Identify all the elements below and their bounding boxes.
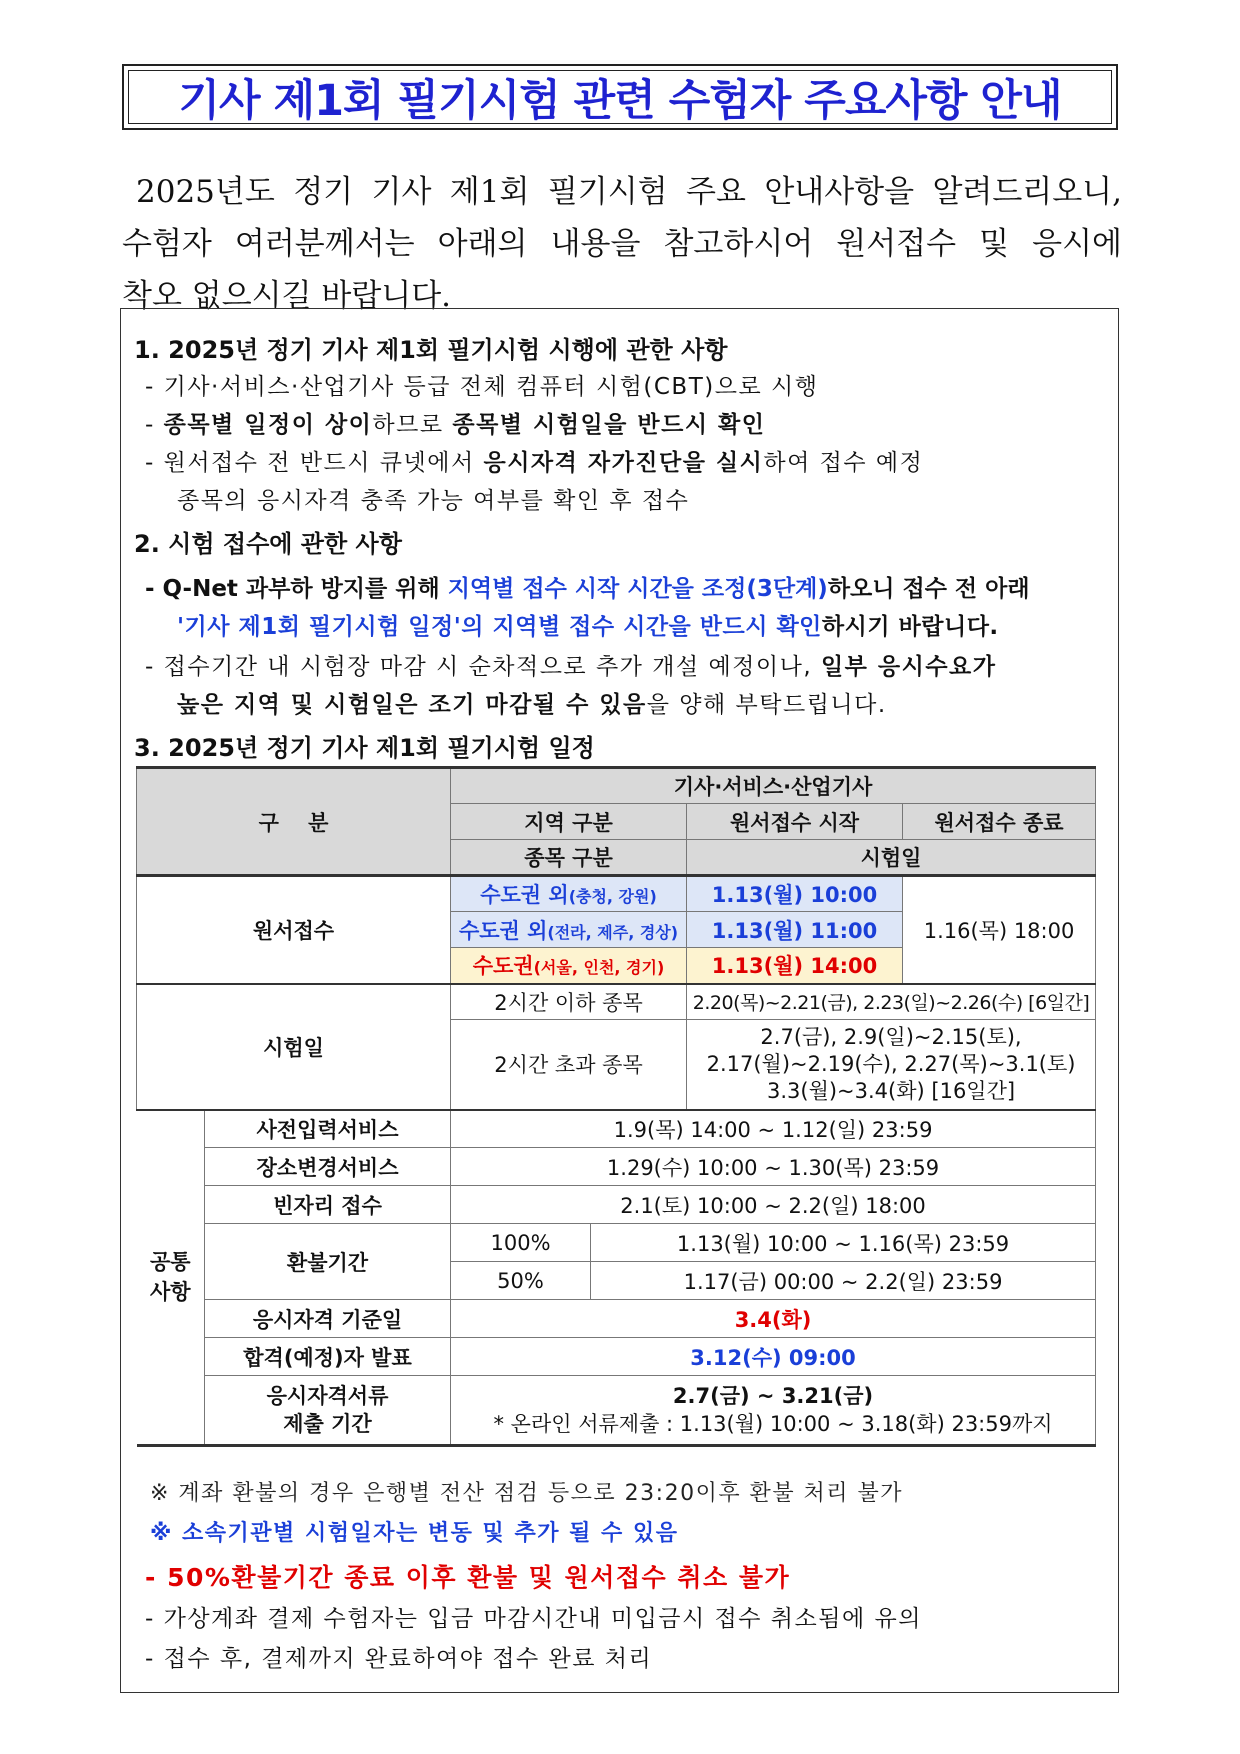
section2-heading: 2. 시험 접수에 관한 사항 [134,530,402,558]
qual-base-label: 응시자격 기준일 [205,1300,451,1338]
reg-region-3-sub: (서울, 인천, 경기) [533,958,665,978]
reg-start-3: 1.13(월) 14:00 [687,948,903,984]
header-region: 지역 구분 [451,804,687,840]
schedule-table [136,766,1096,1447]
section2-item-1-line-2-post: 하시기 바랍니다. [821,614,999,640]
docs-value-cell [451,1376,1096,1446]
intro-line-3: 착오 없으시길 바랍니다. [122,278,452,314]
intro-paragraph [122,166,1122,322]
header-group: 기사·서비스·산업기사 [451,768,1096,804]
section1-item-2 [145,406,766,439]
section2-item-2-line-2-bold: 높은 지역 및 시험일은 조기 마감될 수 있음 [177,692,647,718]
reg-region-3-name: 수도권 [472,954,534,979]
docs-note: * 온라인 서류제출 : 1.13(월) 10:00 ~ 3.18(화) 23:59까지 [493,1412,1053,1436]
exam-dates-2-line-3: 3.3(월)~3.4(화) [16일간] [766,1078,1016,1103]
section1-heading: 1. 2025년 정기 기사 제1회 필기시험 시행에 관한 사항 [134,336,728,364]
note-3: - 50%환불기간 종료 이후 환불 및 원서접수 취소 불가 [145,1563,791,1592]
section2-item-2-line-2 [177,686,887,719]
section2-item-1-blue: 지역별 접수 시작 시간을 조정(3단계) [447,576,828,602]
section1-item-2-bold-2: 종목별 시험일을 반드시 확인 [452,412,766,438]
section2-item-2 [145,648,997,681]
common-label [137,1110,205,1446]
header-gubun: 구 분 [137,768,451,876]
exam-subject-2: 2시간 초과 종목 [451,1020,687,1110]
pass-value: 3.12(수) 09:00 [451,1338,1096,1376]
header-examday: 시험일 [687,840,1096,876]
note-5: - 접수 후, 결제까지 완료하여야 접수 완료 처리 [145,1646,653,1672]
reg-region-1-name: 수도권 외 [480,883,569,907]
page-title: 기사 제1회 필기시험 관련 수험자 주요사항 안내 [178,75,1062,126]
refund-rate-1: 100% [451,1224,591,1262]
title-box [122,64,1118,130]
section1-item-3-pre: - 원서접수 전 반드시 큐넷에서 [145,450,484,476]
reg-start-2: 1.13(월) 11:00 [687,912,903,948]
section1-item-2-mid: 하므로 [372,412,453,438]
section1-item-3 [145,444,923,477]
note-2: ※ 소속기관별 시험일자는 변동 및 추가 될 수 있음 [150,1521,679,1546]
docs-value: 2.7(금) ~ 3.21(금) [672,1384,874,1408]
section2-item-1-post: 하오니 접수 전 아래 [827,576,1030,602]
reg-region-2-name: 수도권 외 [458,918,548,943]
pass-label: 합격(예정)자 발표 [205,1338,451,1376]
section2-item-2-pre: - 접수기간 내 시험장 마감 시 순차적으로 추가 개설 예정이나, [145,654,821,680]
vacancy-label: 빈자리 접수 [205,1186,451,1224]
section2-item-1 [145,570,1030,603]
reg-region-1 [451,876,687,912]
section1-item-2-bold-1: 종목별 일정이 상이 [163,412,373,438]
header-subject: 종목 구분 [451,840,687,876]
docs-label [205,1376,451,1446]
change-value: 1.29(수) 10:00 ~ 1.30(목) 23:59 [451,1148,1096,1186]
reg-label: 원서접수 [137,876,451,984]
header-start: 원서접수 시작 [687,804,903,840]
exam-subject-1: 2시간 이하 종목 [451,984,687,1020]
exam-dates-2-line-2: 2.17(월)~2.19(수), 2.27(목)~3.1(토) [706,1051,1076,1076]
qual-base-value: 3.4(화) [451,1300,1096,1338]
exam-label: 시험일 [137,984,451,1110]
exam-dates-2-line-1: 2.7(금), 2.9(일)~2.15(토), [760,1024,1022,1049]
reg-start-1: 1.13(월) 10:00 [687,876,903,912]
refund-rate-2: 50% [451,1262,591,1300]
pre-input-label: 사전입력서비스 [205,1110,451,1148]
header-end: 원서접수 종료 [903,804,1096,840]
section2-item-1-pre: - Q-Net 과부하 방지를 위해 [145,576,448,602]
reg-region-2 [451,912,687,948]
section2-item-1-line-2 [177,608,999,641]
note-1: ※ 계좌 환불의 경우 은행별 전산 점검 등으로 23:20이후 환불 처리 불가 [150,1481,904,1506]
intro-line-1: 2025년도 정기 기사 제1회 필기시험 주요 안내사항을 알려드리오니, [136,174,1122,210]
reg-region-1-sub: (충청, 강원) [568,887,657,906]
refund-period-1: 1.13(월) 10:00 ~ 1.16(목) 23:59 [591,1224,1096,1262]
section1-item-3-bold: 응시자격 자가진단을 실시 [483,450,764,476]
pre-input-value: 1.9(목) 14:00 ~ 1.12(일) 23:59 [451,1110,1096,1148]
exam-dates-2 [687,1020,1096,1110]
note-4: - 가상계좌 결제 수험자는 입금 마감시간내 미입금시 접수 취소됨에 유의 [145,1606,922,1632]
reg-region-2-sub: (전라, 제주, 경상) [547,922,679,942]
exam-dates-1: 2.20(목)~2.21(금), 2.23(일)~2.26(수) [6일간] [687,984,1096,1020]
refund-period-2: 1.17(금) 00:00 ~ 2.2(일) 23:59 [591,1262,1096,1300]
section1-item-2-dash: - [145,412,164,438]
section1-item-3-line-2: 종목의 응시자격 충족 가능 여부를 확인 후 접수 [177,488,690,514]
section1-item-1: - 기사·서비스·산업기사 등급 전체 컴퓨터 시험(CBT)으로 시행 [145,374,819,400]
section2-item-1-line-2-blue: '기사 제1회 필기시험 일정'의 지역별 접수 시간을 반드시 확인 [177,614,822,640]
vacancy-value: 2.1(토) 10:00 ~ 2.2(일) 18:00 [451,1186,1096,1224]
docs-label-line-2: 제출 기간 [283,1412,372,1436]
section3-heading: 3. 2025년 정기 기사 제1회 필기시험 일정 [134,734,595,762]
section2-item-2-bold: 일부 응시수요가 [820,654,997,680]
docs-label-line-1: 응시자격서류 [266,1384,389,1408]
reg-end: 1.16(목) 18:00 [903,876,1096,984]
change-label: 장소변경서비스 [205,1148,451,1186]
reg-region-3 [451,948,687,984]
section2-item-2-line-2-post: 을 양해 부탁드립니다. [646,692,887,718]
intro-line-2: 수험자 여러분께서는 아래의 내용을 참고하시어 원서접수 및 응시에 [122,226,1122,262]
section1-item-3-post: 하여 접수 예정 [763,450,924,476]
refund-label: 환불기간 [205,1224,451,1300]
common-label-text: 공통 사항 [149,1250,191,1305]
